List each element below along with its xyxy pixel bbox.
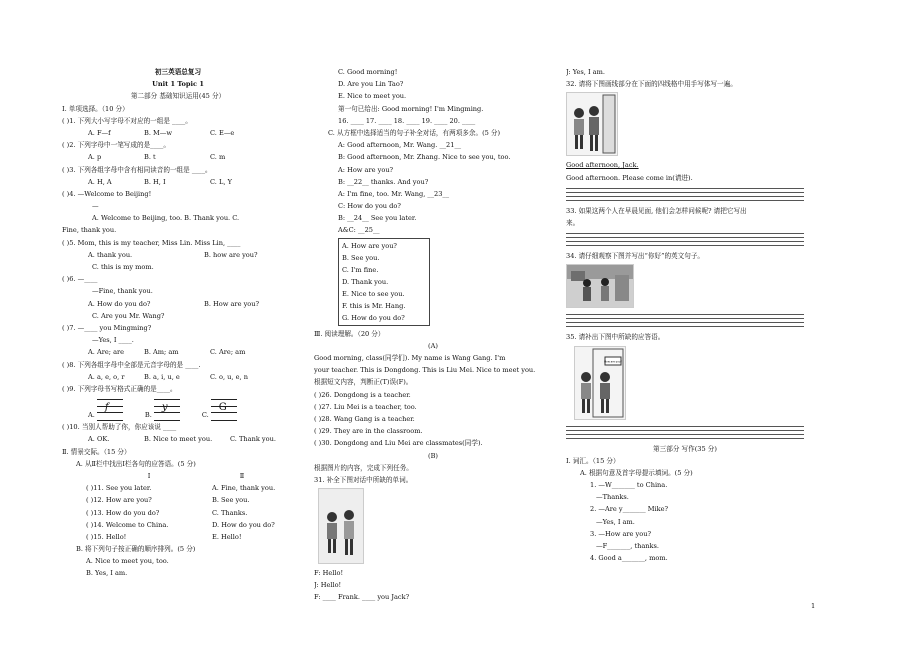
column-middle [314,66,552,604]
option-c: C. o, u, e, n [210,372,248,381]
boys-figure-icon [319,489,363,563]
dialogue-line: B: __24__ See you later. [338,214,417,223]
question: ( )2. 下列字母中一笔写成的是____。 [62,141,170,150]
dialogue-line: B: Good afternoon, Mr. Zhang. Nice to see you, too. [338,153,511,162]
question: 35. 请补出下图中所缺的应答语。 [566,333,665,342]
question: ( )6. —____ [62,275,98,284]
dialogue-line: F: ____ Frank. ____ you Jack? [314,593,410,602]
option-a: A. p [88,153,102,162]
fill-in-item: 3. —How are you? [590,529,651,538]
subsection-title: C. 从方框中选择适当的句子补全对话，有两项多余。(5 分) [328,128,501,137]
option-a: A. F—f [88,128,111,137]
question: 31. 补全下图对话中所缺的单词。 [314,475,413,484]
column-right [566,66,804,564]
options-continued: Fine, thank you. [62,226,117,235]
dialogue-line: C: How do you do? [338,202,401,211]
sentence-option: D. Are you Lin Tao? [338,80,404,89]
question: ( )7. —____ you Mingming? [62,324,152,333]
handwriting-options [62,395,294,421]
part-label: (B) [428,451,438,460]
dialogue-line: A: Good afternoon, Mr. Wang. __21__ [338,141,462,150]
subsection-title: B. 将下列句子按正确的顺序排列。(5 分) [76,545,196,554]
options [62,249,294,261]
item-right: B. See you. [212,496,250,505]
options [62,371,294,383]
dialogue-line: B: __22__ thanks. And you? [338,177,429,186]
answer-line: — [92,202,99,211]
dialogue-line: J: Hello! [314,581,342,590]
item-left: ( )12. How are you? [86,496,152,505]
fill-in-item: 1. —W_______ to China. [590,481,668,490]
street-scene-icon [567,265,633,307]
question: ( )4. —Welcome to Beijing! [62,189,152,198]
door-scene-icon [567,93,617,155]
option-c: C. this is my mom. [92,263,154,272]
options [62,433,294,445]
instruction: 根据图片的内容，完成下列任务。 [314,463,413,472]
option-c: C. m [210,153,226,162]
item-right: E. Hello! [212,532,242,541]
tf-statement: ( )26. Dongdong is a teacher. [314,390,411,399]
item-right: A. Fine, thank you. [212,484,276,493]
option-b: B. a, i, u, e [144,372,180,381]
item-right: C. Thanks. [212,508,248,517]
question: ( )10. 当别人帮助了你，你应该说 ____ [62,423,177,432]
dialogue-line: A&C: __25__ [338,226,380,235]
options [62,151,294,163]
question: 33. 如果这两个人在早晨见面, 他们会怎样问候呢? 请把它写出 [566,206,747,215]
matching-row [62,482,294,494]
dialogue [314,139,552,237]
option-a: A. a, e, o, r [88,372,125,381]
fill-in-item: 2. —Are y_______ Mike? [590,505,669,514]
four-line-writing-grid [566,185,804,201]
item-left: ( )11. See you later. [86,484,152,493]
option-b: B. t [144,153,156,162]
answer-line: —Fine, thank you. [92,287,153,296]
column-head-1: Ⅰ [147,471,151,480]
four-line-writing-grid [566,423,804,439]
choice-box [338,238,430,326]
option-b: B. Nice to meet you. [144,435,213,444]
illustration-street-scene [566,264,634,308]
box-option: F. this is Mr. Hang. [342,301,406,310]
option-c: C. G [202,399,237,421]
matching-row [62,531,294,543]
section-title: Ⅱ. 情景交际。（15 分） [62,447,131,456]
options [62,176,294,188]
fill-in-item: —F_______, thanks. [596,542,659,550]
item-left: ( )15. Hello! [86,532,127,541]
sign-text: How are you? [604,360,622,363]
option-a: A. OK. [88,435,110,444]
question: 34. 请仔细观察下图并写出“你好”的英文句子。 [566,252,705,261]
tf-statement: ( )29. They are in the classroom. [314,427,423,436]
option-b: B. how are you? [204,250,258,259]
box-option: E. Nice to see you. [342,289,405,298]
answer-line: —Yes, I ____. [92,336,134,345]
option-b: B. M—w [144,128,173,137]
subsection-title: A. 根据句意及首字母提示填词。(5 分) [580,468,693,477]
column-heads [62,470,294,482]
option-b: B. y [145,399,180,421]
question: ( )3. 下列各组字母中含有相同读音的一组是 ____。 [62,165,212,174]
page-title: 初三英语总复习 [154,68,202,76]
column-left [62,66,294,580]
question: ( )8. 下列各组字母中全部是元音字母的是 ____. [62,360,201,369]
option-b: B. How are you? [204,299,260,308]
subsection-title: A. 从Ⅱ栏中找出Ⅰ栏各句的应答语。(5 分) [76,459,196,468]
dialogue-line: F: Hello! [314,569,344,578]
tf-statement: ( )30. Dongdong and Liu Mei are classmates(同学). [314,439,483,448]
box-option: D. Thank you. [342,277,389,286]
part-label: (A) [428,341,438,350]
option-c: C. Thank you. [230,435,276,444]
option-c: C. Are; am [210,348,246,357]
box-option: A. How are you? [342,241,397,250]
order-blanks: 16. ____ 17. ____ 18. ____ 19. ____ 20. ____ [338,116,476,125]
section-title: Ⅲ. 阅读理解。（20 分） [314,329,385,338]
section-title: Ⅰ. 单项选择。（10 分） [62,104,129,113]
instruction: 根据短文内容，判断正(T)误(F)。 [314,378,413,387]
sentence-option: B. Yes, I am. [86,569,128,578]
box-option: G. How do you do? [342,313,405,322]
fill-in-list [566,479,804,564]
section-title: Ⅰ. 词汇。（15 分） [566,456,620,465]
column-head-2: Ⅱ [239,471,245,480]
four-line-grid: G [211,399,237,421]
sentence-option: A. Nice to meet you, too. [86,557,169,566]
first-sentence-note: 第一句已给出: Good morning! I'm Mingming. [338,104,484,113]
four-line-grid: y [154,399,180,421]
underlined-sentence: Good afternoon, Jack. [566,161,639,170]
option-a: A. How do you do? [88,299,151,308]
dialogue-line: A: How are you? [338,165,394,174]
illustration-sign-greeting [574,346,626,420]
passage: your teacher. This is Dongdong. This is Liu Mei. Nice to meet you. [314,366,536,375]
options [62,298,294,310]
matching-row [62,494,294,506]
four-line-writing-grid [566,311,804,327]
dialogue-line: Good afternoon. Please come in(请进). [566,173,693,182]
matching-row [62,519,294,531]
question-continued: 来。 [566,218,580,227]
illustration-door-greeting [566,92,618,156]
options [62,346,294,358]
illustration-two-boys-greeting [318,488,364,564]
options: A. Welcome to Beijing, too. B. Thank you. C. [92,214,240,223]
option-c: C. Are you Mr. Wang? [92,311,165,320]
option-a: A. f [88,399,123,421]
matching-row [62,507,294,519]
option-a: A. H, A [88,177,112,186]
option-c: C. L, Y [210,177,232,186]
matching-rows [62,482,294,543]
question: 32. 请将下图画线部分在下面的四线格中用手写体写一遍。 [566,80,737,89]
option-b: B. Am; am [144,348,179,357]
sentence-option: C. Good morning! [338,68,398,76]
passage: Good morning, class(同学们). My name is Wang Gang. I'm [314,354,506,362]
four-line-grid: f [97,399,123,421]
fill-in-item: —Thanks. [596,493,629,502]
question: ( )5. Mom, this is my teacher, Miss Lin. Miss Lin, ____ [62,238,241,247]
true-false-list [314,389,552,450]
dialogue-line: J: Yes, I am. [566,68,605,76]
dialogue-line: A: I'm fine, too. Mr. Wang, __23__ [338,189,449,198]
option-a: A. thank you. [88,250,133,259]
four-line-writing-grid [566,230,804,246]
tf-statement: ( )28. Wang Gang is a teacher. [314,414,415,423]
unit-heading: Unit 1 Topic 1 [152,80,204,89]
option-b: B. H, I [144,177,166,186]
part-heading: 第三部分 写作(35 分) [653,444,717,453]
option-c: C. E—e [210,128,235,137]
page-number: 1 [811,602,816,610]
options [62,127,294,139]
item-left: ( )14. Welcome to China. [86,520,169,529]
option-a: A. Are; are [88,348,125,357]
tf-statement: ( )27. Liu Mei is a teacher, too. [314,402,417,411]
sign-scene-icon [575,347,625,419]
box-option: B. See you. [342,253,380,262]
sentence-option: E. Nice to meet you. [338,92,407,101]
fill-in-item: 4. Good a_______, mom. [590,554,668,563]
box-option: C. I'm fine. [342,265,379,274]
item-right: D. How do you do? [212,520,275,529]
item-left: ( )13. How do you do? [86,508,160,517]
question: ( )9. 下列字母书写格式正确的是____。 [62,384,177,393]
fill-in-item: —Yes, I am. [596,517,635,526]
part-heading: 第二部分 基础知识运用(45 分） [130,92,226,101]
question [62,115,294,127]
question-text: ( )1. 下列大小写字母不对应的一组是 ____。 [62,116,192,125]
